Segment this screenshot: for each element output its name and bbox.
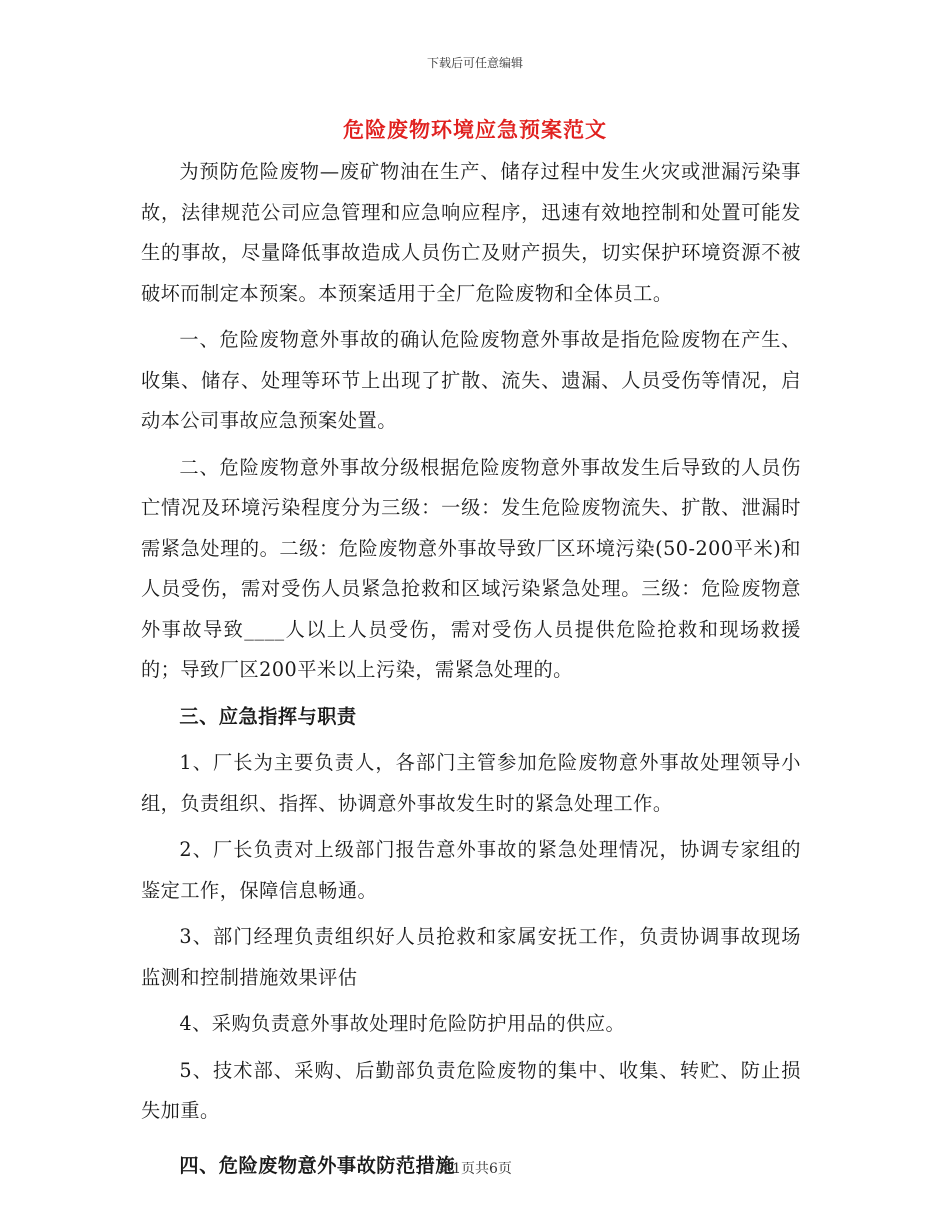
section-heading-3: 三、应急指挥与职责 (179, 704, 357, 728)
list-item-2: 2、厂长负责对上级部门报告意外事故的紧急处理情况，协调专家组的鉴定工作，保障信息畅通。 (141, 838, 801, 902)
page-header-note: 下载后可任意编辑 (426, 56, 523, 70)
list-item-3: 3、部门经理负责组织好人员抢救和家属安抚工作，负责协调事故现场监测和控制措施效果评估 (141, 925, 801, 989)
list-item-4: 4、采购负责意外事故处理时危险防护用品的供应。 (179, 1012, 626, 1035)
paragraph-section-2: 二、危险废物意外事故分级根据危险废物意外事故发生后导致的人员伤亡情况及环境污染程度分为三级：一级：发生危险废物流失、扩散、泄漏时需紧急处理的。二级：危险废物意外事故导致厂区环境污染(50-200平米)和人员受伤，需对受伤人员紧急抢救和区域污染紧急处理。三级：危险废物意外事故导致____人以上人员受伤，需对受伤人员提供危险抢救和现场救援的；导致厂区200平米以上污染，需紧急处理的。 (141, 455, 801, 681)
list-item-5: 5、技术部、采购、后勤部负责危险废物的集中、收集、转贮、防止损失加重。 (141, 1058, 801, 1122)
section-heading-4: 四、危险废物意外事故防范措施 (179, 1153, 456, 1177)
paragraph-intro: 为预防危险废物—废矿物油在生产、储存过程中发生火灾或泄漏污染事故，法律规范公司应急管理和应急响应程序，迅速有效地控制和处置可能发生的事故，尽量降低事故造成人员伤亡及财产损失，切实保护环境资源不被破坏而制定本预案。本预案适用于全厂危险废物和全体员工。 (141, 160, 801, 305)
list-item-1: 1、厂长为主要负责人，各部门主管参加危险废物意外事故处理领导小组，负责组织、指挥、协调意外事故发生时的紧急处理工作。 (141, 751, 801, 815)
page-footer-number: 第1页共6页 (438, 1161, 512, 1177)
paragraph-section-1: 一、危险废物意外事故的确认危险废物意外事故是指危险废物在产生、收集、储存、处理等环节上出现了扩散、流失、遗漏、人员受伤等情况，启动本公司事故应急预案处置。 (141, 328, 801, 432)
document-title: 危险废物环境应急预案范文 (343, 117, 607, 142)
document-body (141, 152, 801, 1186)
